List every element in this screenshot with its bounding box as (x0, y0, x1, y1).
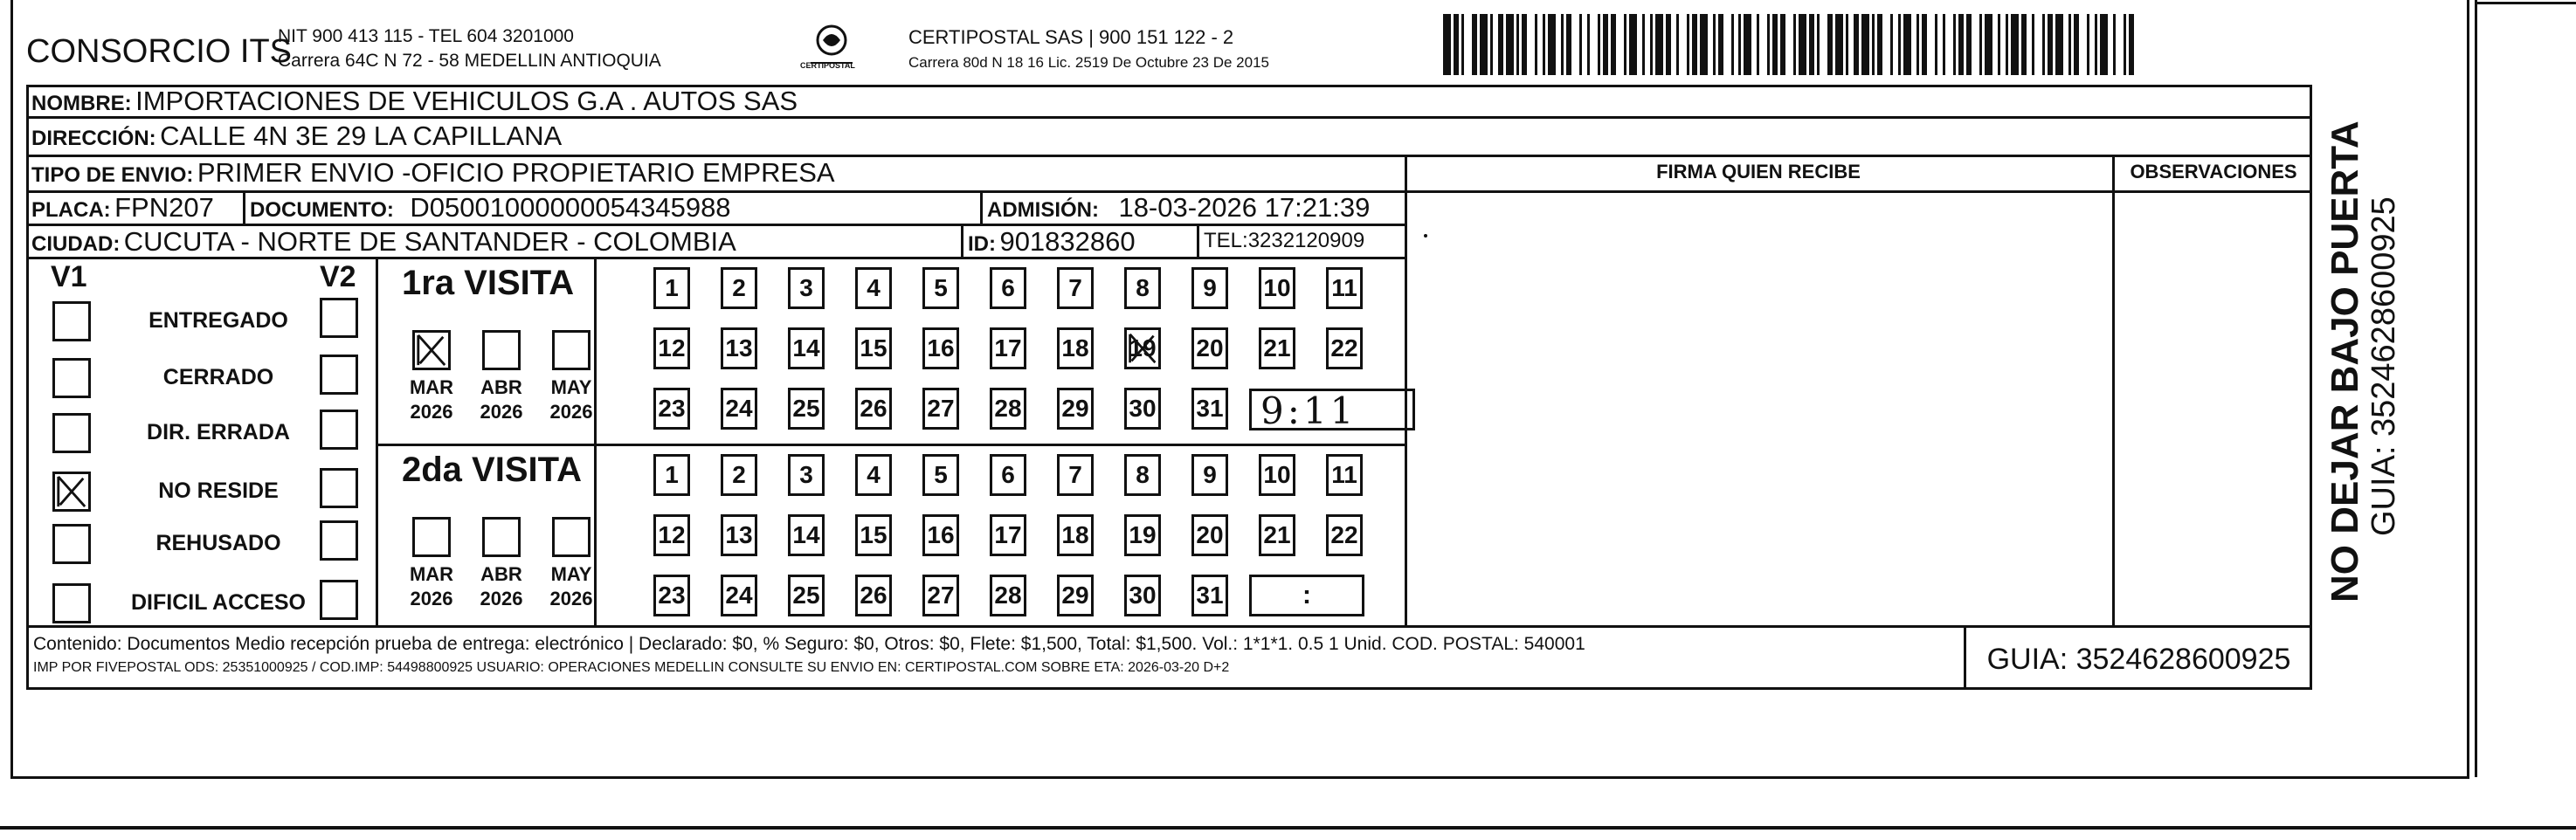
month-label: MAR (409, 376, 454, 398)
footer-contenido: Contenido: Documentos Medio recepción prueba de entrega: electrónico | Declarado: $0, % Seguro: $0, Otros: $0, Flete: $1,500, Total: $1,500. Vol.: 1*1*1. 0.5 1 Unid. COD. POSTAL: 540001 (33, 634, 1585, 654)
day-box[interactable] (1057, 514, 1094, 556)
status-label: REHUSADO (155, 531, 281, 555)
day-box[interactable] (922, 267, 959, 309)
v2-checkbox[interactable] (320, 468, 358, 508)
year-label: 2026 (480, 588, 523, 609)
operator-name: CERTIPOSTAL SAS | 900 151 122 - 2 (908, 26, 1234, 48)
day-number: 29 (1061, 582, 1089, 609)
status-label: NO RESIDE (158, 479, 279, 503)
barcode-bar (1903, 14, 1911, 75)
stray-dot (1424, 234, 1427, 238)
month-label: MAR (409, 563, 454, 585)
day-number: 23 (658, 582, 686, 609)
day-box[interactable] (855, 267, 892, 309)
day-box[interactable] (1259, 514, 1295, 556)
day-number: 6 (1001, 461, 1015, 488)
day-number: 10 (1263, 461, 1291, 488)
day-box[interactable] (653, 454, 690, 496)
day-box[interactable] (990, 575, 1026, 616)
day-number: 1 (665, 274, 679, 301)
footer-imp: IMP POR FIVEPOSTAL ODS: 25351000925 / COD.IMP: 54498800925 USUARIO: OPERACIONES MEDELLIN CONSULTE SU ENVIO EN: CERTIPOSTAL.COM SOBRE ETA: 2026-03-20 D+2 (33, 660, 1230, 675)
tipo-field (31, 157, 835, 189)
nombre-field (31, 86, 798, 117)
direccion-field (31, 120, 562, 152)
month-caption (471, 375, 532, 424)
visit-divider (376, 444, 1406, 446)
nombre-value: IMPORTACIONES DE VEHICULOS G.A . AUTOS SAS (135, 86, 798, 116)
tel-value: 3232120909 (1247, 229, 1365, 252)
barcode-bar (1985, 14, 1992, 75)
v2-checkbox[interactable] (320, 410, 358, 450)
day-number: 11 (1331, 461, 1357, 488)
v2-label: V2 (320, 260, 356, 293)
month-checkbox-mar[interactable] (412, 517, 451, 557)
id-label: ID: (968, 232, 996, 256)
day-box[interactable] (1259, 327, 1295, 369)
day-box[interactable] (990, 514, 1026, 556)
day-number: 16 (927, 334, 955, 361)
ciudad-field (31, 226, 736, 258)
day-number: 16 (927, 521, 955, 548)
footer-guia: GUIA: 3524628600925 (1986, 643, 2291, 676)
day-box[interactable] (855, 454, 892, 496)
day-box[interactable] (1259, 454, 1295, 496)
month-caption (401, 562, 462, 611)
day-number: 22 (1330, 521, 1358, 548)
status-divider (376, 257, 378, 627)
month-label: MAY (550, 563, 592, 585)
day-number: 3 (799, 461, 813, 488)
day-number: 19 (1129, 334, 1157, 361)
day-box[interactable] (721, 327, 757, 369)
side-guia: GUIA: 3524628600925 (2365, 196, 2402, 536)
day-number: 5 (934, 274, 948, 301)
day-box[interactable] (1124, 454, 1161, 496)
v2-checkbox[interactable] (320, 580, 358, 620)
day-box[interactable] (788, 388, 825, 430)
month-checkbox-may[interactable] (552, 517, 590, 557)
day-number: 21 (1263, 521, 1291, 548)
right-margin-line (2475, 0, 2477, 777)
company-address: Carrera 64C N 72 - 58 MEDELLIN ANTIOQUIA (278, 51, 661, 71)
month-checkbox-mar[interactable] (412, 330, 451, 370)
day-box[interactable] (653, 267, 690, 309)
firma-header: FIRMA QUIEN RECIBE (1656, 161, 1861, 182)
day-box[interactable] (1326, 454, 1363, 496)
barcode-bar (1723, 14, 1731, 75)
day-box[interactable] (990, 327, 1026, 369)
barcode-bar (1759, 14, 1767, 75)
day-box[interactable] (1124, 327, 1161, 369)
day-box[interactable] (653, 575, 690, 616)
v1-checkbox[interactable] (52, 583, 91, 623)
status-label: ENTREGADO (148, 308, 288, 333)
barcode-bar (1799, 14, 1806, 75)
barcode-bar (1548, 14, 1556, 75)
day-box[interactable] (1057, 267, 1094, 309)
day-box[interactable] (1124, 575, 1161, 616)
v1-checkbox[interactable] (52, 301, 91, 341)
top-right-line (2475, 2, 2576, 4)
day-box[interactable] (721, 388, 757, 430)
barcode-bar (2100, 14, 2108, 75)
day-number: 14 (792, 521, 820, 548)
barcode-bar (2129, 14, 2134, 75)
second-visit-time: : (1302, 581, 1311, 609)
day-number: 12 (658, 521, 686, 548)
barcode-bar (1590, 14, 1598, 75)
barcode-bar (1785, 14, 1793, 75)
placa-label: PLACA: (31, 198, 111, 222)
month-caption (401, 375, 462, 424)
day-number: 23 (658, 395, 686, 422)
day-box[interactable] (855, 388, 892, 430)
barcode-bar (1835, 14, 1843, 75)
day-box[interactable] (788, 327, 825, 369)
day-number: 4 (867, 274, 881, 301)
barcode-bar (1655, 14, 1663, 75)
day-number: 9 (1203, 461, 1217, 488)
day-number: 4 (867, 461, 881, 488)
handwritten-check-mark (55, 474, 88, 509)
barcode-bar (2079, 14, 2087, 75)
day-number: 2 (732, 274, 746, 301)
obs-left-line (2112, 155, 2115, 627)
day-number: 28 (994, 395, 1022, 422)
day-number: 31 (1196, 582, 1224, 609)
bottom-tear-line (0, 826, 2576, 830)
barcode-bar (1679, 14, 1687, 75)
day-number: 17 (994, 521, 1022, 548)
tipo-value: PRIMER ENVIO -OFICIO PROPIETARIO EMPRESA (197, 157, 835, 188)
documento-value: D05001000000054345988 (410, 192, 731, 223)
ciudad-value: CUCUTA - NORTE DE SANTANDER - COLOMBIA (123, 226, 736, 257)
day-box[interactable] (788, 454, 825, 496)
documento-label: DOCUMENTO: (250, 198, 394, 222)
day-box[interactable] (788, 267, 825, 309)
month-label: MAY (550, 376, 592, 398)
placa-divider (243, 192, 245, 224)
barcode-bar (2034, 14, 2042, 75)
barcode-bar (2055, 14, 2063, 75)
month-label: ABR (480, 376, 522, 398)
barcode-bar (1882, 14, 1890, 75)
barcode-bar (1464, 14, 1472, 75)
day-box[interactable] (1124, 388, 1161, 430)
day-box[interactable] (922, 388, 959, 430)
day-number: 11 (1331, 274, 1357, 301)
day-number: 8 (1136, 461, 1150, 488)
direccion-value: CALLE 4N 3E 29 LA CAPILLANA (160, 120, 563, 151)
day-number: 13 (725, 521, 753, 548)
tel-field (1204, 229, 1364, 253)
v2-checkbox[interactable] (320, 298, 358, 338)
day-number: 15 (860, 334, 887, 361)
company-name: CONSORCIO ITS (26, 33, 293, 70)
day-box[interactable] (990, 388, 1026, 430)
day-number: 25 (792, 582, 820, 609)
month-checkbox-abr[interactable] (482, 330, 521, 370)
operator-address: Carrera 80d N 18 16 Lic. 2519 De Octubre 23 De 2015 (908, 54, 1269, 71)
day-number: 24 (725, 582, 753, 609)
barcode-bar (1571, 14, 1579, 75)
day-number: 10 (1263, 274, 1291, 301)
day-number: 14 (792, 334, 820, 361)
day-number: 27 (927, 582, 955, 609)
day-box[interactable] (1057, 327, 1094, 369)
day-box[interactable] (922, 575, 959, 616)
day-number: 18 (1061, 521, 1089, 548)
day-number: 30 (1129, 395, 1157, 422)
day-number: 30 (1129, 582, 1157, 609)
day-number: 20 (1196, 334, 1224, 361)
day-box[interactable] (653, 514, 690, 556)
day-number: 7 (1068, 461, 1082, 488)
month-caption (471, 562, 532, 611)
day-box[interactable] (788, 514, 825, 556)
day-box[interactable] (1191, 575, 1228, 616)
day-number: 15 (860, 521, 887, 548)
second-visit-title: 2da VISITA (402, 451, 582, 489)
status-label: DIFICIL ACCESO (130, 590, 306, 615)
ciudad-divider (961, 225, 963, 257)
company-nit: NIT 900 413 115 - TEL 604 3201000 (278, 26, 574, 46)
day-box[interactable] (1057, 575, 1094, 616)
month-caption (541, 375, 602, 424)
id-value: 901832860 (999, 226, 1136, 257)
year-label: 2026 (549, 401, 593, 423)
v2-checkbox[interactable] (320, 355, 358, 395)
day-box[interactable] (1326, 327, 1363, 369)
side-warning: NO DEJAR BAJO PUERTA (2324, 120, 2366, 602)
first-visit-time: 9:11 (1260, 389, 1357, 432)
first-visit-time-box[interactable] (1249, 389, 1415, 430)
status-label: CERRADO (162, 365, 274, 389)
year-label: 2026 (410, 401, 453, 423)
day-number: 1 (665, 461, 679, 488)
observaciones-area[interactable] (2116, 192, 2310, 623)
observaciones-header: OBSERVACIONES (2130, 161, 2297, 182)
day-number: 12 (658, 334, 686, 361)
barcode-bar (1616, 14, 1624, 75)
day-number: 8 (1136, 274, 1150, 301)
documento-divider (980, 192, 983, 224)
day-box[interactable] (990, 454, 1026, 496)
day-box[interactable] (922, 514, 959, 556)
barcode-bar (2116, 14, 2124, 75)
day-box[interactable] (990, 267, 1026, 309)
day-box[interactable] (922, 454, 959, 496)
id-divider (1197, 225, 1199, 257)
day-box[interactable] (721, 514, 757, 556)
month-label: ABR (480, 563, 522, 585)
day-number: 6 (1001, 274, 1015, 301)
barcode-bar (1972, 14, 1979, 75)
day-number: 26 (860, 582, 887, 609)
day-box[interactable] (1124, 514, 1161, 556)
day-number: 3 (799, 274, 813, 301)
day-box[interactable] (1259, 267, 1295, 309)
id-field (968, 226, 1136, 258)
day-number: 28 (994, 582, 1022, 609)
day-number: 13 (725, 334, 753, 361)
day-number: 26 (860, 395, 887, 422)
logo-text: CERTIPOSTAL (800, 61, 855, 70)
v1-label: V1 (51, 260, 87, 293)
day-number: 18 (1061, 334, 1089, 361)
day-number: 5 (934, 461, 948, 488)
v1-checkbox[interactable] (52, 413, 91, 453)
day-box[interactable] (1124, 267, 1161, 309)
barcode-bar (2011, 14, 2019, 75)
tipo-label: TIPO DE ENVIO: (31, 163, 194, 187)
month-checkbox-abr[interactable] (482, 517, 521, 557)
day-box[interactable] (855, 327, 892, 369)
barcode-bar (1527, 14, 1535, 75)
month-caption (541, 562, 602, 611)
day-box[interactable] (922, 327, 959, 369)
day-number: 20 (1196, 521, 1224, 548)
barcode-bar (1506, 14, 1514, 75)
day-number: 31 (1196, 395, 1224, 422)
barcode-bar (1820, 14, 1827, 75)
v1-checkbox[interactable] (52, 358, 91, 398)
admision-value: 18-03-2026 17:21:39 (1118, 192, 1371, 223)
second-visit-time-box[interactable] (1249, 575, 1364, 616)
day-box[interactable] (1191, 327, 1228, 369)
documento-field (250, 192, 731, 224)
day-box[interactable] (721, 267, 757, 309)
first-visit-title: 1ra VISITA (402, 264, 575, 302)
day-box[interactable] (855, 514, 892, 556)
barcode-bar (1480, 14, 1488, 75)
day-box[interactable] (1191, 514, 1228, 556)
day-number: 17 (994, 334, 1022, 361)
day-number: 29 (1061, 395, 1089, 422)
handwritten-check-mark (1127, 330, 1158, 367)
day-number: 27 (927, 395, 955, 422)
barcode-bar (1927, 14, 1935, 75)
barcode-bar (1861, 14, 1869, 75)
day-box[interactable] (721, 454, 757, 496)
day-number: 2 (732, 461, 746, 488)
day-box[interactable] (1326, 267, 1363, 309)
placa-value: FPN207 (114, 192, 214, 223)
barcode-bar (1443, 14, 1451, 75)
day-box[interactable] (1191, 388, 1228, 430)
admision-label: ADMISIÓN: (987, 198, 1099, 222)
ciudad-label: CIUDAD: (31, 232, 121, 256)
placa-field (31, 192, 214, 224)
barcode-bar (1945, 14, 1953, 75)
nombre-label: NOMBRE: (31, 92, 132, 115)
day-box[interactable] (721, 575, 757, 616)
row-line-6 (26, 625, 2312, 628)
month-checkbox-may[interactable] (552, 330, 590, 370)
day-number: 9 (1203, 274, 1217, 301)
day-box[interactable] (1057, 454, 1094, 496)
day-box[interactable] (1191, 454, 1228, 496)
day-number: 24 (725, 395, 753, 422)
direccion-label: DIRECCIÓN: (31, 127, 156, 150)
v2-checkbox[interactable] (320, 520, 358, 561)
day-box[interactable] (855, 575, 892, 616)
day-number: 21 (1263, 334, 1291, 361)
admision-field (987, 192, 1370, 224)
day-box[interactable] (653, 327, 690, 369)
barcode-bar (1700, 14, 1708, 75)
year-label: 2026 (549, 588, 593, 609)
day-number: 19 (1129, 521, 1157, 548)
v1-checkbox[interactable] (52, 524, 91, 564)
tel-label: TEL: (1204, 229, 1248, 252)
year-label: 2026 (410, 588, 453, 609)
day-box[interactable] (788, 575, 825, 616)
status-label: DIR. ERRADA (147, 420, 290, 444)
year-label: 2026 (480, 401, 523, 423)
day-number: 22 (1330, 334, 1358, 361)
day-box[interactable] (1191, 267, 1228, 309)
barcode-bar (1629, 14, 1637, 75)
day-box[interactable] (1057, 388, 1094, 430)
day-box[interactable] (1326, 514, 1363, 556)
handwritten-check-mark (415, 333, 448, 368)
barcode (1443, 14, 2133, 75)
day-number: 25 (792, 395, 820, 422)
v1-checkbox[interactable] (52, 472, 91, 512)
day-box[interactable] (653, 388, 690, 430)
barcode-bar (1744, 14, 1751, 75)
firma-area[interactable] (1408, 192, 2110, 623)
day-number: 7 (1068, 274, 1082, 301)
